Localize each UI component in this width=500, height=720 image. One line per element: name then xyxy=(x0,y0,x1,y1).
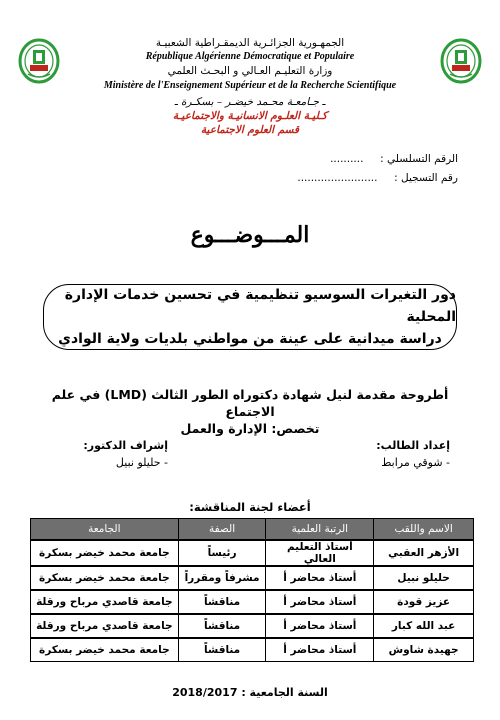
registration-number-row xyxy=(297,172,458,184)
member-role: مناقشاً xyxy=(178,638,266,662)
member-university: جامعة قاصدي مرباح ورقلة xyxy=(31,590,179,614)
republic-french: République Algérienne Démocratique et Populaire xyxy=(145,51,355,62)
member-rank: أستاذ التعليم العالي xyxy=(266,540,374,566)
table-row xyxy=(31,590,474,614)
member-name: عبد الله كبار xyxy=(374,614,474,638)
serial-number-row xyxy=(330,153,458,165)
registration-label: رقم التسجيل : xyxy=(394,172,458,184)
member-role: مشرفاً ومقرراً xyxy=(178,566,266,590)
academic-year-label: السنة الجامعية : xyxy=(241,686,328,699)
member-rank: أستاذ محاضر أ xyxy=(266,590,374,614)
supervisor-name: - حليلو نبيل xyxy=(115,456,168,469)
registration-value: ........................ xyxy=(297,172,378,184)
member-name: جهيدة شاوش xyxy=(374,638,474,662)
member-name: حليلو نبيل xyxy=(374,566,474,590)
member-rank: أستاذ محاضر أ xyxy=(266,566,374,590)
table-row xyxy=(31,614,474,638)
header-rank: الرتبة العلمية xyxy=(266,519,374,541)
table-row xyxy=(31,566,474,590)
member-rank: أستاذ محاضر أ xyxy=(266,638,374,662)
ministry-arabic: وزارة التعليـم العـالي و البحـث العلمي xyxy=(167,65,333,77)
faculty-name: كـليـة العلـوم الانسانيـة والاجتماعيـة xyxy=(172,110,328,122)
department-name: قسم العلوم الاجتماعية xyxy=(200,124,300,136)
thesis-specialty-line: تخصص: الإدارة والعمل xyxy=(180,421,320,436)
committee-table xyxy=(30,518,474,662)
member-rank: أستاذ محاضر أ xyxy=(266,614,374,638)
serial-label: الرقم التسلسلي : xyxy=(380,153,458,165)
ministry-french: Ministère de l'Enseignement Supérieur et de la Recherche Scientifique xyxy=(103,80,397,91)
member-role: مناقشاً xyxy=(178,590,266,614)
table-row xyxy=(31,540,474,566)
supervisor-block xyxy=(38,437,168,471)
committee-title: أعضاء لجنة المناقشة: xyxy=(189,500,311,514)
topic-heading: المـــوضـــوع xyxy=(190,222,310,248)
committee-header-row xyxy=(31,519,474,541)
academic-year-value: 2018/2017 xyxy=(172,686,238,699)
header-name: الاسم واللقب xyxy=(374,519,474,541)
supervisor-label: إشراف الدكتور: xyxy=(83,439,168,452)
serial-value: .......... xyxy=(330,153,364,165)
member-university: جامعة قاصدي مرباح ورقلة xyxy=(31,614,179,638)
thesis-description xyxy=(40,386,460,437)
university-name: ـ جـامعـة محـمد خيضـر – بسكـرة ـ xyxy=(174,96,326,108)
thesis-title-box xyxy=(43,284,457,350)
thesis-degree-line: أطروحة مقدمة لنيل شهادة دكتوراه الطور الثالث (LMD) في علم الاجتماع xyxy=(51,387,449,419)
header-university: الجامعة xyxy=(31,519,179,541)
member-role: رئيساً xyxy=(178,540,266,566)
member-role: مناقشاً xyxy=(178,614,266,638)
thesis-title-line-1: دور التغيرات السوسيو تنظيمية في تحسين خدمات الإدارة المحلية xyxy=(64,287,456,325)
member-university: جامعة محمد خيضر بسكرة xyxy=(31,540,179,566)
student-label: إعداد الطالب: xyxy=(376,439,450,452)
member-university: جامعة محمد خيضر بسكرة xyxy=(31,566,179,590)
thesis-title-line-2: دراسة ميدانية على عينة من مواطني بلديات ولاية الوادي xyxy=(58,331,442,347)
header-role: الصفة xyxy=(178,519,266,541)
table-row xyxy=(31,638,474,662)
student-name: - شوقي مرابط xyxy=(381,456,450,469)
member-name: الأزهر العقبي xyxy=(374,540,474,566)
member-name: عزيز قودة xyxy=(374,590,474,614)
student-block xyxy=(376,437,450,471)
academic-year xyxy=(100,686,400,699)
member-university: جامعة محمد خيضر بسكرة xyxy=(31,638,179,662)
republic-arabic: الجمهـورية الجزائـرية الديمقـراطية الشعبيـة xyxy=(155,37,345,49)
